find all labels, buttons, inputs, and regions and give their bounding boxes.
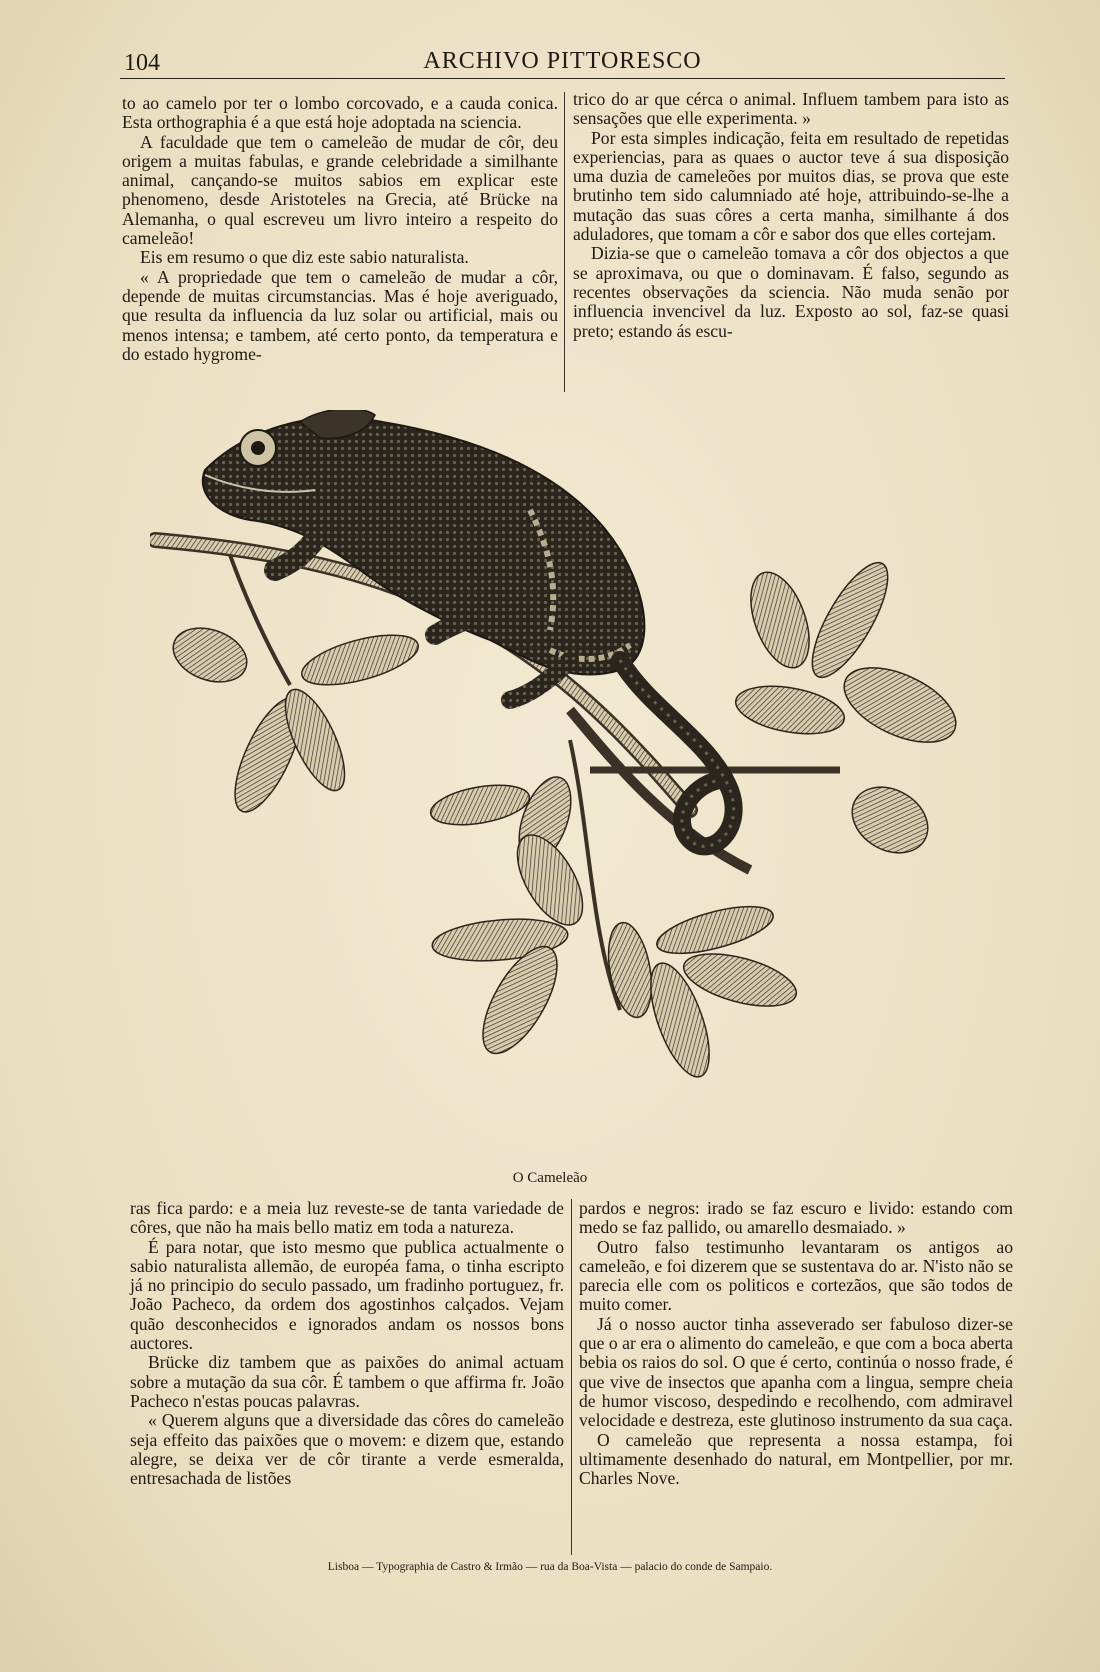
column-divider [571, 1199, 572, 1555]
column-top-right [573, 90, 1009, 341]
column-bottom-right [579, 1199, 1013, 1488]
paragraph: Por esta simples indicação, feita em resultado de repetidas experiencias, para as quaes o auctor teve á sua disposição uma duzia de cameleões por muitos dias, se prova que este brutinho tem sido calumniado até hoje, attribuindo-se-lhe a mutação das suas côres a certa manha, similhante á dos aduladores, que tomam a côr e sabor dos que elles cortejam. [573, 127, 1009, 245]
page-header [120, 46, 1005, 82]
paragraph: Brücke diz tambem que as paixões do animal actuam sobre a mutação da sua côr. É tambem o que affirma fr. João Pacheco n'estas poucas palavras. [130, 1352, 564, 1411]
paragraph: É para notar, que isto mesmo que publica actualmente o sabio naturalista allemão, de européa fama, o tinha escripto já no principio do seculo passado, um fradinho portuguez, fr. João Pacheco, da ordem dos agostinhos calçados. Vejam quão desconhecidos e ignorados andam os nossos bons auctores. [130, 1236, 564, 1354]
paragraph: to ao camelo por ter o lombo corcovado, e a cauda conica. Esta orthographia é a que está hoje adoptada na sciencia. [122, 93, 558, 133]
page-number: 104 [124, 50, 160, 76]
chameleon-engraving [150, 410, 990, 1160]
paragraph: pardos e negros: irado se faz escuro e livido: estando com medo se faz pallido, ou amarello desmaiado. » [579, 1198, 1013, 1238]
paragraph: ras fica pardo: e a meia luz reveste-se de tanta variedade de côres, que não ha mais bello matiz em toda a natureza. [130, 1198, 564, 1238]
paragraph: Já o nosso auctor tinha asseverado ser fabuloso dizer-se que o ar era o alimento do cameleão, e que com a boca aberta bebia os raios do sol. O que é certo, continúa o nosso frade, é que vive de insectos que apanha com a lingua, sempre cheia de humor viscoso, despedindo e recolhendo, com admiravel velocidade e destreza, este glutinoso instrumento da sua caça. [579, 1313, 1013, 1431]
paragraph: « Querem alguns que a diversidade das côres do cameleão seja effeito das paixões que o movem: e dizem que, estando alegre, se deixa ver de côr tirante a verde esmeralda, entresachada de listões [130, 1410, 564, 1489]
paragraph: « A propriedade que tem o cameleão de mudar a côr, depende de muitas circumstancias. Mas é hoje averiguado, que resulta da influencia da luz solar ou artificial, mais ou menos intensa; e tambem, até certo ponto, da temperatura e do estado hygrome- [122, 266, 558, 364]
paragraph: O cameleão que representa a nossa estampa, foi ultimamente desenhado do natural, em Montpellier, por mr. Charles Nove. [579, 1429, 1013, 1489]
printer-imprint: Lisboa — Typographia de Castro & Irmão — rua da Boa-Vista — palacio do conde de Sampaio. [327, 1561, 773, 1573]
paragraph: Outro falso testimunho levantaram os antigos ao cameleão, e foi dizerem que se sustentava do ar. N'isto não se parecia elle com os politicos e cortezãos, que são todos de muito comer. [579, 1236, 1013, 1315]
column-divider [564, 92, 565, 392]
paragraph: Eis em resumo o que diz este sabio naturalista. [140, 247, 469, 268]
column-bottom-left [130, 1199, 564, 1488]
header-rule [120, 78, 1005, 79]
paragraph: Dizia-se que o cameleão tomava a côr dos objectos a que se aproximava, ou que o dominavam. É falso, segundo as recentes observações da sciencia. Não muda senão por influencia invencivel da luz. Exposto ao sol, faz-se quasi preto; estando ás escu- [573, 243, 1009, 341]
paragraph: trico do ar que cérca o animal. Influem tambem para isto as sensações que elle experimenta. » [573, 89, 1009, 129]
running-title: ARCHIVO PITTORESCO [423, 48, 702, 74]
column-top-left [122, 94, 558, 364]
figure-caption: O Cameleão [512, 1170, 588, 1186]
paragraph: A faculdade que tem o cameleão de mudar de côr, deu origem a muitas fabulas, e grande celebridade a similhante animal, cançando-se muitos sabios em explicar este phenomeno, desde Aristoteles na Grecia, até Brücke na Alemanha, o qual escreveu um livro inteiro a respeito do cameleão! [122, 131, 558, 249]
